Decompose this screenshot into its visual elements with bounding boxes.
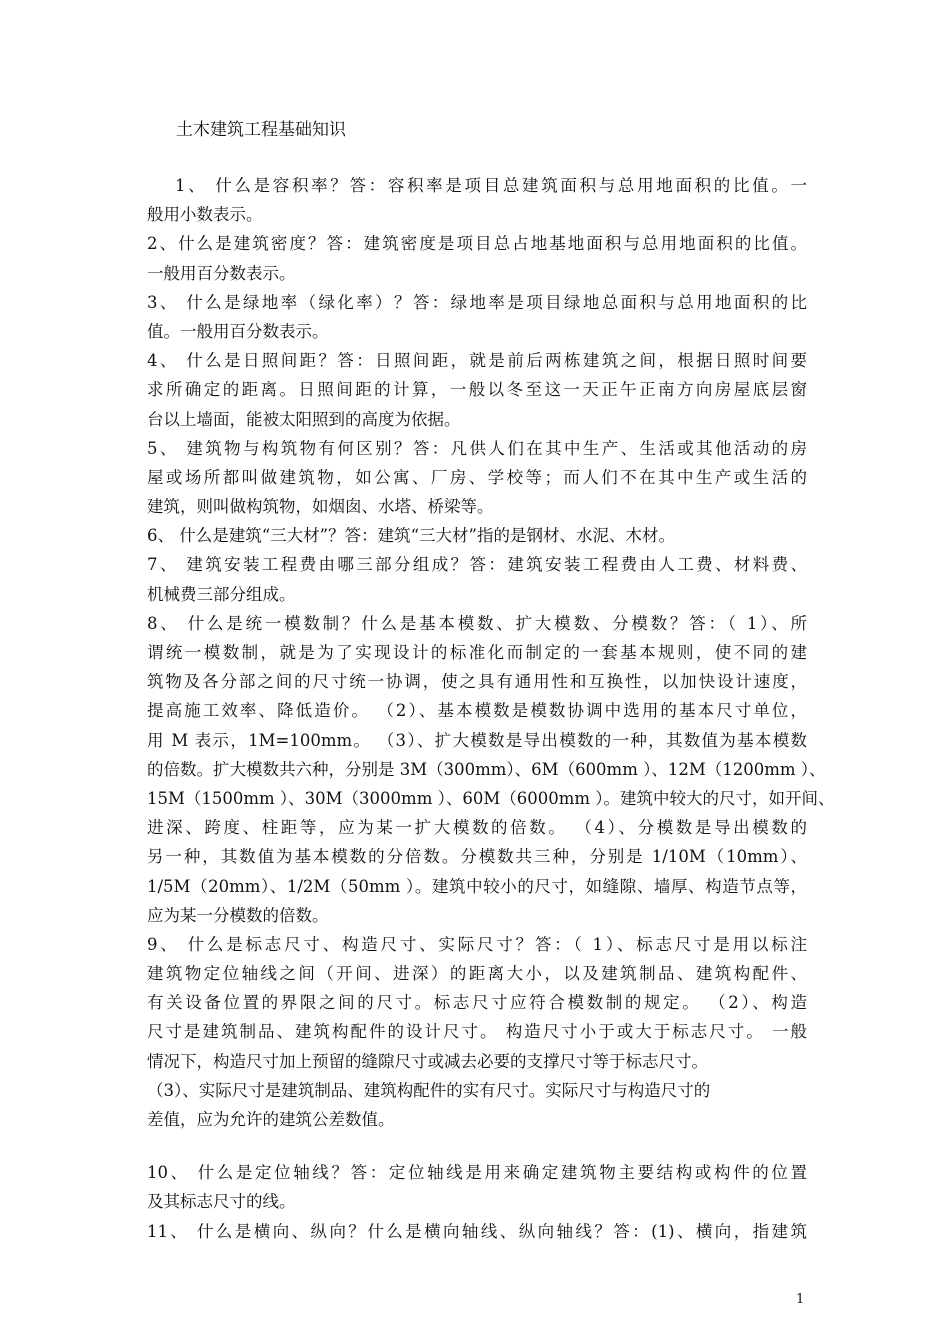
text-line: 谓统一模数制，就是为了实现设计的标准化而制定的一套基本规则，使不同的建 <box>147 643 807 662</box>
page-number: 1 <box>796 1292 805 1307</box>
text-line: 4、 什么是日照间距？答：日照间距，就是前后两栋建筑之间，根据日照时间要 <box>147 351 807 371</box>
text-line: 另一种，其数值为基本模数的分倍数。分模数共三种，分别是 1/10M（10mm）、 <box>147 847 807 867</box>
text-line: 尺寸是建筑制品、建筑构配件的设计尺寸。 构造尺寸小于或大于标志尺寸。 一般 <box>147 1022 807 1042</box>
text-line: 2、什么是建筑密度？答：建筑密度是项目总占地基地面积与总用地面积的比值。 <box>147 234 807 254</box>
text-line: 7、 建筑安装工程费由哪三部分组成？答：建筑安装工程费由人工费、材料费、 <box>147 555 807 575</box>
text-line: 值。一般用百分数表示。 <box>147 321 329 341</box>
text-line: 情况下，构造尺寸加上预留的缝隙尺寸或减去必要的支撑尺寸等于标志尺寸。 <box>147 1051 708 1071</box>
text-line: 1、 什么是容积率？答：容积率是项目总建筑面积与总用地面积的比值。一 <box>175 176 807 195</box>
text-line: 台以上墙面，能被太阳照到的高度为依据。 <box>147 409 461 429</box>
text-line: 3、 什么是绿地率（绿化率）？答：绿地率是项目绿地总面积与总用地面积的比 <box>147 292 807 312</box>
text-line: 筑物及各分部之间的尺寸统一协调，使之具有通用性和互换性，以加快设计速度， <box>147 672 807 692</box>
text-line: 15M（1500mm ）、30M（3000mm ）、60M（6000mm ）。建筑中较大的尺寸，如开间、 <box>147 788 835 808</box>
paragraph-gap <box>147 1134 807 1158</box>
text-line: 机械费三部分组成。 <box>147 584 296 604</box>
text-line: （3）、实际尺寸是建筑制品、建筑构配件的实有尺寸。实际尺寸与构造尺寸的 <box>147 1080 711 1100</box>
text-line: 11、 什么是横向、纵向？什么是横向轴线、纵向轴线？答：(1)、横向，指建筑 <box>147 1221 807 1241</box>
text-line: 一般用百分数表示。 <box>147 263 296 283</box>
text-line: 10、 什么是定位轴线？答：定位轴线是用来确定建筑物主要结构或构件的位置 <box>147 1163 807 1183</box>
text-line: 般用小数表示。 <box>147 205 263 225</box>
text-line: 6、 什么是建筑“三大材”？答：建筑“三大材”指的是钢材、水泥、木材。 <box>147 526 675 546</box>
document-title: 土木建筑工程基础知识 <box>176 120 346 140</box>
text-line: 求所确定的距离。日照间距的计算，一般以冬至这一天正午正南方向房屋底层窗 <box>147 380 807 400</box>
text-line: 9、 什么是标志尺寸、构造尺寸、实际尺寸？答：（ 1）、标志尺寸是用以标注 <box>147 934 807 954</box>
document-body <box>147 171 835 1246</box>
text-line: 屋或场所都叫做建筑物，如公寓、厂房、学校等；而人们不在其中生产或生活的 <box>147 467 807 487</box>
text-line: 的倍数。扩大模数共六种，分别是 3M（300mm）、6M（600mm ）、12M（1200mm ）、 <box>147 759 826 779</box>
text-line: 应为某一分模数的倍数。 <box>147 905 329 925</box>
text-line: 提高施工效率、降低造价。 （2）、基本模数是模数协调中选用的基本尺寸单位， <box>147 701 807 721</box>
text-line: 进深、跨度、柱距等，应为某一扩大模数的倍数。 （4）、分模数是导出模数的 <box>147 818 807 838</box>
text-line: 差值，应为允许的建筑公差数值。 <box>147 1110 395 1129</box>
text-line: 建筑，则叫做构筑物，如烟囱、水塔、桥梁等。 <box>147 497 494 517</box>
text-line: 用 M 表示，1M=100mm。 （3）、扩大模数是导出模数的一种，其数值为基本模数 <box>147 730 807 750</box>
text-line: 有关设备位置的界限之间的尺寸。标志尺寸应符合模数制的规定。 （2）、构造 <box>147 993 807 1013</box>
text-line: 8、 什么是统一模数制？什么是基本模数、扩大模数、分模数？答：（ 1）、所 <box>147 613 807 633</box>
text-line: 建筑物定位轴线之间（开间、进深）的距离大小，以及建筑制品、建筑构配件、 <box>147 964 807 984</box>
text-line: 5、 建筑物与构筑物有何区别？答：凡供人们在其中生产、生活或其他活动的房 <box>147 438 807 458</box>
text-line: 1/5M（20mm）、1/2M（50mm ）。建筑中较小的尺寸，如缝隙、墙厚、构造节点等， <box>147 876 807 896</box>
text-line: 及其标志尺寸的线。 <box>147 1192 296 1212</box>
